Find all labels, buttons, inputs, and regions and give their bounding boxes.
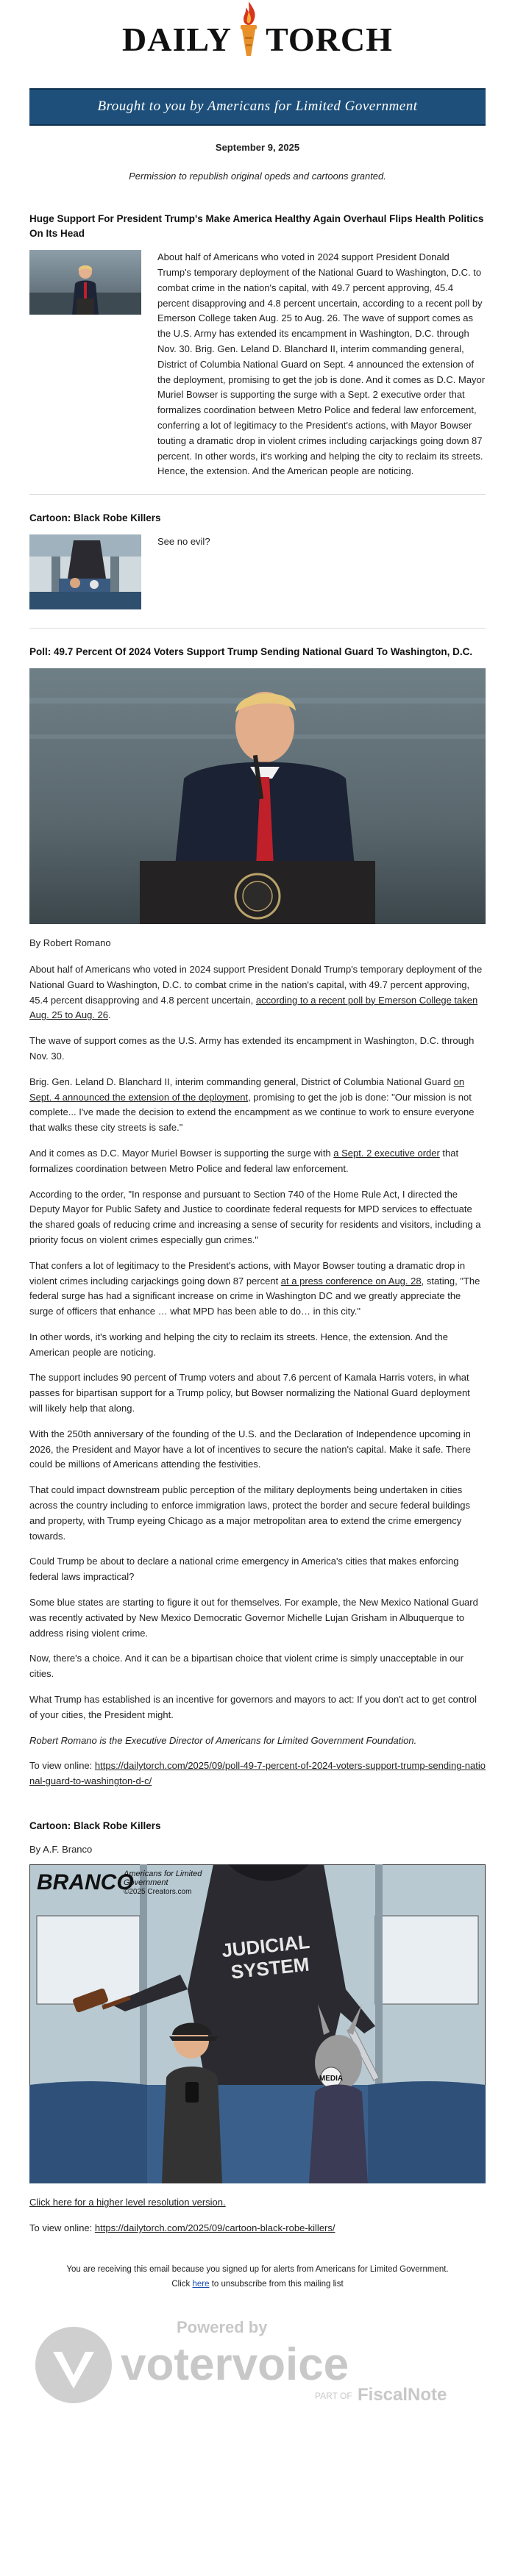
digest-headline-1[interactable]: Huge Support For President Trump's Make America Healthy Again Overhaul Flips Health Politics On Its Head	[29, 212, 484, 239]
cartoon-image[interactable]	[29, 1864, 486, 2183]
digest-summary-2: See no evil?	[157, 536, 210, 548]
fiscalnote-wordmark: FiscalNote	[358, 2385, 447, 2404]
article-paragraph: According to the order, "In response and pursuant to Section 740 of the Home Rule Act, I directed the Deputy Mayor for Public Safety and Justice to coordinate federal requests for MPD services to effectuate the shared goals of reducing crime and increasing a sense of security for residents and visitors, including a priority focus on violent crimes especially gun crimes."	[29, 1188, 481, 1245]
robe-text-1: JUDICIAL	[220, 1931, 311, 1962]
article-paragraph: And it comes as D.C. Mayor Muriel Bowser is supporting the surge with a Sept. 2 executive order that formalizes coordination between Metro Police and federal law enforcement.	[29, 1147, 459, 1174]
author-bio: Robert Romano is the Executive Director of Americans for Limited Government Foundation.	[29, 1734, 417, 1746]
unsubscribe-link[interactable]: here	[192, 2279, 210, 2289]
article-paragraph: With the 250th anniversary of the founding of the U.S. and the Declaration of Independence upcoming in 2026, the President and Mayor have a lot of incentives to secure the nation's capital. Make it safe. There could be millions of Americans attending the festivities.	[29, 1428, 471, 1470]
credit-line-1: Americans for Limited	[124, 1870, 202, 1879]
article-paragraph: In other words, it's working and helping the city to reclaim its streets. Hence, the extension. And the American people are noticing.	[29, 1331, 448, 1358]
article-paragraph: That could impact downstream public perception of the military deployments being undertaken in cities across the country including to enforce immigration laws, protect the border and secure federal buildings and property, with Trump eyeing Chicago as a major metropolitan area to extend the crime emergency towards.	[29, 1484, 471, 1542]
cartoon-byline: By A.F. Branco	[29, 1844, 93, 1856]
cartoon-headline[interactable]: Cartoon: Black Robe Killers	[29, 1820, 161, 1832]
article-paragraph: The wave of support comes as the U.S. Army has extended its encampment in Washington, D.C. through Nov. 30.	[29, 1035, 475, 1062]
article-paragraph: The support includes 90 percent of Trump voters and about 7.6 percent of Kamala Harris voters, in what passes for bipartisan support for a Trump policy, but Bowser normalizing the National Guard deployment will likely help that along.	[29, 1372, 470, 1414]
digest-headline-2[interactable]: Cartoon: Black Robe Killers	[29, 512, 161, 524]
powered-by-votervoice[interactable]	[29, 2308, 486, 2403]
email-footer	[29, 2263, 486, 2291]
emerson-poll-link[interactable]: according to a recent poll by Emerson College taken Aug. 25 to Aug. 26	[29, 994, 478, 1021]
article-paragraph: About half of Americans who voted in 2024 support President Donald Trump's temporary deployment of the National Guard to Washington, D.C. to combat crime in the nation's capital, with 49.7 percent approving, 45.4 percent disapproving and 4.8 percent uncertain, according to a recent poll by Emerson College taken Aug. 25 to Aug. 26.	[29, 963, 483, 1021]
cartoon-view-online: To view online: https://dailytorch.com/2025/09/cartoon-black-robe-killers/	[29, 2222, 335, 2234]
hires-cartoon-link[interactable]: Click here for a higher level resolution version.	[29, 2197, 226, 2208]
brand-right: TORCH	[266, 21, 393, 58]
part-of-label: PART OF	[315, 2391, 352, 2402]
article-headline[interactable]: Poll: 49.7 Percent Of 2024 Voters Support Trump Sending National Guard To Washington, D.C.	[29, 645, 473, 657]
article-paragraph: Could Trump be about to declare a national crime emergency in America's cities that makes enforcing federal laws impractical?	[29, 1556, 459, 1583]
email-container	[29, 0, 486, 2403]
digest-thumbnail-2[interactable]	[29, 534, 141, 614]
divider	[29, 628, 486, 629]
digest-thumbnail-1[interactable]	[29, 250, 141, 479]
votervoice-wordmark: votervoice	[121, 2339, 349, 2391]
article-paragraph: Brig. Gen. Leland D. Blanchard II, interim commanding general, District of Columbia National Guard on Sept. 4 announced the extension of the deployment, promising to get the job is done: "Our mission is not complete... I've made the decision to extend the encampment as we continue to work to ensure everyone that walks these city streets is safe."	[29, 1076, 475, 1134]
brand-left: DAILY	[122, 21, 232, 58]
masthead	[29, 0, 486, 88]
robe-text-2: SYSTEM	[230, 1953, 310, 1983]
powered-by-label: Powered by	[177, 2318, 268, 2337]
artist-signature: BRANCO	[37, 1870, 134, 1895]
media-label: MEDIA	[319, 2075, 344, 2083]
executive-order-link[interactable]: a Sept. 2 executive order	[333, 1147, 440, 1159]
article-byline: By Robert Romano	[29, 937, 111, 948]
divider	[29, 494, 486, 495]
article-view-online: To view online: https://dailytorch.com/2025/09/poll-49-7-percent-of-2024-voters-support-trump-sending-national-guard-to-washington-d-c/	[29, 1760, 486, 1787]
digest-item-1	[29, 250, 486, 479]
press-conference-link[interactable]: at a press conference on Aug. 28	[280, 1275, 422, 1287]
credit-line-3: ©2025 Creators.com	[124, 1888, 192, 1897]
article-paragraph: Now, there's a choice. And it can be a bipartisan choice that violent crime is simply unacceptable in our cities.	[29, 1653, 464, 1680]
article-paragraph: Some blue states are starting to figure it out for themselves. For example, the New Mexico National Guard was recently activated by New Mexico Democratic Governor Michelle Lujan Grisham in Albuquerque to address rising violent crime.	[29, 1597, 478, 1639]
article-photo	[29, 668, 486, 924]
issue-date: September 9, 2025	[215, 142, 300, 154]
permission-note: Permission to republish original opeds and cartoons granted.	[129, 170, 386, 182]
digest-summary-1: About half of Americans who voted in 2024 support President Donald Trump's temporary deployment of the National Guard to Washington, D.C. to combat crime in the nation's capital, with 49.7 percent approving, 45.4 percent disapproving and 4.8 percent uncertain, according to a recent poll by Emerson College taken Aug. 25 to Aug. 26. The wave of support comes as the U.S. Army has extended its encampment in Washington, D.C. through Nov. 30. Brig. Gen. Leland D. Blanchard II, interim commanding general, District of Columbia National Guard on Sept. 4 announced the extension of the deployment, promising to get the job is done. And it comes as D.C. Mayor Muriel Bowser is supporting the surge with a Sept. 2 executive order that formalizes coordination between Metro Police and federal law enforcement, conferring a lot of legitimacy to the President's actions, with Mayor Bowser touting a dramatic drop in violent crimes including carjackings going down 87 percent. In other words, it's working and helping the city to reclaim its streets. Hence, the extension. And the American people are noticing.	[157, 251, 486, 477]
extension-announcement-link[interactable]: on Sept. 4 announced the extension of the deployment	[29, 1076, 465, 1103]
signup-notice: You are receiving this email because you signed up for alerts from Americans for Limited Government.	[66, 2265, 449, 2274]
unsubscribe-line: Click here to unsubscribe from this mailing list	[171, 2279, 344, 2289]
article-url-link[interactable]: https://dailytorch.com/2025/09/poll-49-7-percent-of-2024-voters-support-trump-sending-national-guard-to-washington-d-c/	[29, 1760, 486, 1787]
masthead-banner: Brought to you by Americans for Limited Government	[29, 88, 486, 126]
article-paragraph: What Trump has established is an incentive for governors and mayors to act: If you don't act to get control of your cities, the President might.	[29, 1694, 477, 1720]
cartoon-url-link[interactable]: https://dailytorch.com/2025/09/cartoon-black-robe-killers/	[94, 2222, 335, 2234]
credit-line-2: Government	[124, 1878, 168, 1888]
brand-logo[interactable]	[122, 21, 393, 59]
torch-icon	[236, 0, 261, 59]
digest-item-2	[29, 534, 486, 614]
article-paragraph: That confers a lot of legitimacy to the President's actions, with Mayor Bowser touting a dramatic drop in violent crimes including carjackings going down 87 percent at a press conference on Aug. 28, stating, "The federal surge has had a significant increase on crime in Washington DC and we greatly appreciate the surge of officers that enhance … what MPD has been able to do… in this city."	[29, 1259, 480, 1317]
